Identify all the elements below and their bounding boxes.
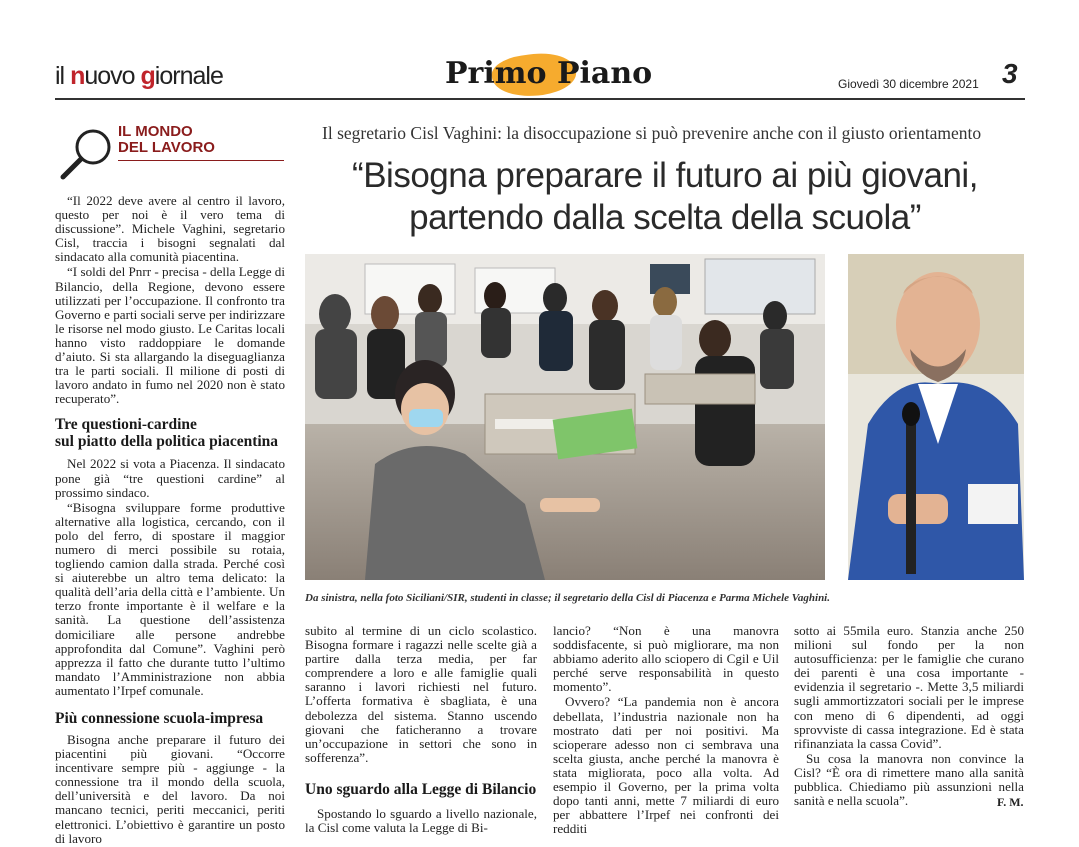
classroom-photo <box>305 254 825 580</box>
paragraph: Bisogna anche preparare il futuro dei piacentini più giovani. “Occorre incentivare sempre più - aggiunge - la connessione tra il mondo della scuola, dell’università e del lavoro. Da noi mancano tecnici, periti meccanici, periti elettronici. L’obiettivo è garantire un posto di lavoro <box>55 732 285 846</box>
headline-line: partendo dalla scelta della scuola” <box>409 198 921 237</box>
article-column-1 <box>305 624 537 836</box>
paragraph: Spostando lo sguardo a livello nazionale, la Cisl come valuta la Legge di Bi- <box>305 805 537 836</box>
article-column-3 <box>794 624 1024 809</box>
photo-caption: Da sinistra, nella foto Siciliani/SIR, studenti in classe; il segretario della Cisl di Piacenza e Parma Michele Vaghini. <box>305 592 830 604</box>
paragraph: subito al termine di un ciclo scolastico. Bisogna formare i ragazzi nelle scelte già a partire dalla terza media, per far comprendere a loro e alle famiglie quali saranno i lavori richiesti nel futuro. L’offerta formativa è sbagliata, è una debolezza del sistema. Stanno uscendo giovani che faticheranno a trovare un’occupazione in settori che sono in sofferenza”. <box>305 623 537 765</box>
issue-date: Giovedì 30 dicembre 2021 <box>838 77 979 91</box>
paragraph: “I soldi del Pnrr - precisa - della Legge di Bilancio, della Regione, devono essere utilizzati per l’occupazione. Il confronto tra Governo e parti sociali serve per indirizzare le risorse nel modo giusto. Le Caritas locali hanno visto raddoppiare le domande d’aiuto. Si sta allargando la diseguaglianza tra le parti sociali. Il milione di posti di lavoro andato in fumo nel 2020 non è stato recuperato”. <box>55 264 285 407</box>
magnifier-icon <box>57 125 117 181</box>
subheading: Uno sguardo alla Legge di Bilancio <box>305 780 537 798</box>
subheading <box>55 416 285 450</box>
logo-part: iornale <box>154 62 223 90</box>
sidebar-column <box>55 194 285 847</box>
paragraph: lancio? “Non è una manovra soddisfacente, si può migliorare, ma non abbiamo aderito allo sciopero di Cgil e Uil perché serve responsabilità in questo momento”. <box>553 623 779 695</box>
sidebar-title-line: IL MONDO <box>118 123 193 140</box>
sidebar-title <box>118 124 215 156</box>
subheading-line: sul piatto della politica piacentina <box>55 433 279 451</box>
logo-letter-g: g <box>140 62 155 90</box>
article-kicker: Il segretario Cisl Vaghini: la disoccupazione si può prevenire anche con il giusto orientamento <box>322 123 982 143</box>
section-title: Primo Piano <box>445 56 653 91</box>
newspaper-logo <box>55 62 223 91</box>
paragraph: “Bisogna sviluppare forme produttive alternative alla logistica, cercando, con il polo del ferro, di spostare il maggior numero di merci possibile su rotaia, togliendo camion dalla strada. Perché così si aiuterebbe un altro tema delicato: la qualità dell’aria della città e l’ambiente. Un terzo fronte importante è il welfare e la sanità. La questione dell’assistenza domiciliare alle persone andrebbe approfondita dal Comune”. Vaghini però apprezza il fatto che durante tutto l’ultimo mandato l’Amministrazione non abbia aumentato l’Irpef comunale. <box>55 499 285 698</box>
sidebar-rule <box>118 160 284 161</box>
article-headline <box>305 155 1025 239</box>
portrait-photo <box>848 254 1024 580</box>
author-signature: F. M. <box>997 795 1024 809</box>
page-number: 3 <box>1002 58 1018 89</box>
logo-part: uovo <box>84 62 141 90</box>
subheading-line: Tre questioni-cardine <box>55 416 197 434</box>
logo-letter-n: n <box>70 62 85 90</box>
paragraph: Nel 2022 si vota a Piacenza. Il sindacato pone già “tre questioni cardine” al prossimo sindaco. <box>55 456 285 500</box>
paragraph: Ovvero? “La pandemia non è ancora debellata, l’industria nazionale non ha mostrato dati per noi positivi. Ma scioperare adesso non ci sembrava una scelta giusta, anche perché la manovra è stata migliorata, poco alla volta. Ad esempio il Governo, per la prima volta dopo tanti anni, mette 7 miliardi di euro per abbattere l’Irpef nei confronti dei redditi <box>553 694 779 837</box>
masthead-rule <box>55 98 1025 100</box>
paragraph: sotto ai 55mila euro. Stanzia anche 250 milioni sul fondo per la non autosufficienza: per le famiglie che curano dei parenti è una cosa importante - evidenzia il segretario -. Mette 3,5 miliardi sugli ammortizzatori sociali per le imprese con meno di 6 dipendenti, ad oggi sprovviste di cassa integrazione. Ed è stata rifinanziata la cassa Covid”. <box>794 623 1024 751</box>
headline-line: “Bisogna preparare il futuro ai più giovani, <box>352 156 978 195</box>
logo-part: il <box>55 62 71 90</box>
article-column-2 <box>553 624 779 837</box>
subheading: Più connessione scuola-impresa <box>55 710 264 727</box>
paragraph: Su cosa la manovra non convince la Cisl? “È ora di rimettere mano alla sanità pubblica. Chiediamo più assunzioni nella sanità e nella scuola”. <box>794 750 1024 809</box>
sidebar-title-line: DEL LAVORO <box>118 139 215 156</box>
paragraph: “Il 2022 deve avere al centro il lavoro, questo per noi è il vero tema di discussione”. Michele Vaghini, segretario Cisl, traccia i bisogni segnalati dal sindacato alla comunità piacentina. <box>55 193 285 265</box>
